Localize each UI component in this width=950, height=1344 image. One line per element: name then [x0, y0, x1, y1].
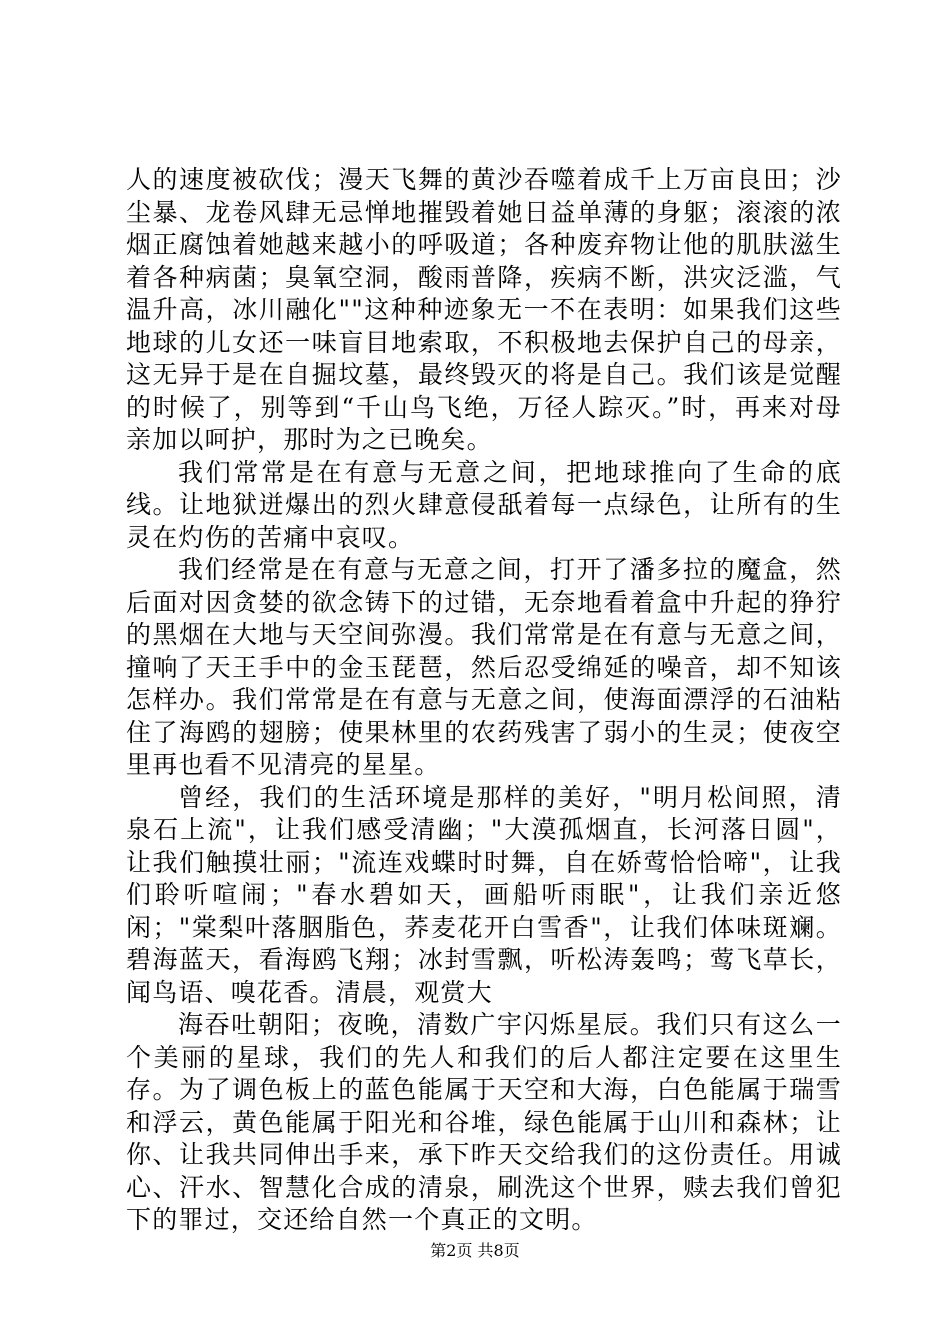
page-number-footer: 第2页 共8页: [430, 1241, 520, 1260]
paragraph-3: 我们经常是在有意与无意之间，打开了潘多拉的魔盒，然后面对因贪婪的欲念铸下的过错，无奈地看着盒中升起的狰狞的黑烟在大地与天空间弥漫。我们常常是在有意与无意之间，撞响了天王手中的金玉琵琶，然后忍受绵延的噪音，却不知该怎样办。我们常常是在有意与无意之间，使海面漂浮的石油粘住了海鸥的翅膀；使果林里的农药残害了弱小的生灵；使夜空里再也看不见清亮的星星。: [126, 555, 842, 779]
document-body: [126, 164, 842, 1237]
paragraph-5: 海吞吐朝阳；夜晚，清数广宇闪烁星辰。我们只有这么一个美丽的星球，我们的先人和我们的后人都注定要在这里生存。为了调色板上的蓝色能属于天空和大海，白色能属于瑞雪和浮云，黄色能属于阳光和谷堆，绿色能属于山川和森林；让你、让我共同伸出手来，承下昨天交给我们的这份责任。用诚心、汗水、智慧化合成的清泉，刷洗这个世界，赎去我们曾犯下的罪过，交还给自然一个真正的文明。: [126, 1010, 842, 1234]
paragraph-1: 人的速度被砍伐；漫天飞舞的黄沙吞噬着成千上万亩良田；沙尘暴、龙卷风肆无忌惮地摧毁着她日益单薄的身躯；滚滚的浓烟正腐蚀着她越来越小的呼吸道；各种废弃物让他的肌肤滋生着各种病菌；臭氧空洞，酸雨普降，疾病不断，洪灾泛滥，气温升高，冰川融化""这种种迹象无一不在表明：如果我们这些地球的儿女还一味盲目地索取，不积极地去保护自己的母亲，这无异于是在自掘坟墓，最终毁灭的将是自己。我们该是觉醒的时候了，别等到“千山鸟飞绝，万径人踪灭。”时，再来对母亲加以呵护，那时为之已晚矣。: [126, 165, 842, 454]
paragraph-2: 我们常常是在有意与无意之间，把地球推向了生命的底线。让地狱迸爆出的烈火肆意侵舐着每一点绿色，让所有的生灵在灼伤的苦痛中哀叹。: [126, 457, 842, 552]
paragraph-4: 曾经，我们的生活环境是那样的美好，"明月松间照，清泉石上流"，让我们感受清幽；"大漠孤烟直，长河落日圆"，让我们触摸壮丽；"流连戏蝶时时舞，自在娇莺恰恰啼"，让我们聆听喧闹；"春水碧如天，画船听雨眠"，让我们亲近悠闲；"棠梨叶落胭脂色，荞麦花开白雪香"，让我们体味斑斓。碧海蓝天，看海鸥飞翔；冰封雪飘，听松涛轰鸣；莺飞草长，闻鸟语、嗅花香。清晨，观赏大: [126, 782, 842, 1007]
